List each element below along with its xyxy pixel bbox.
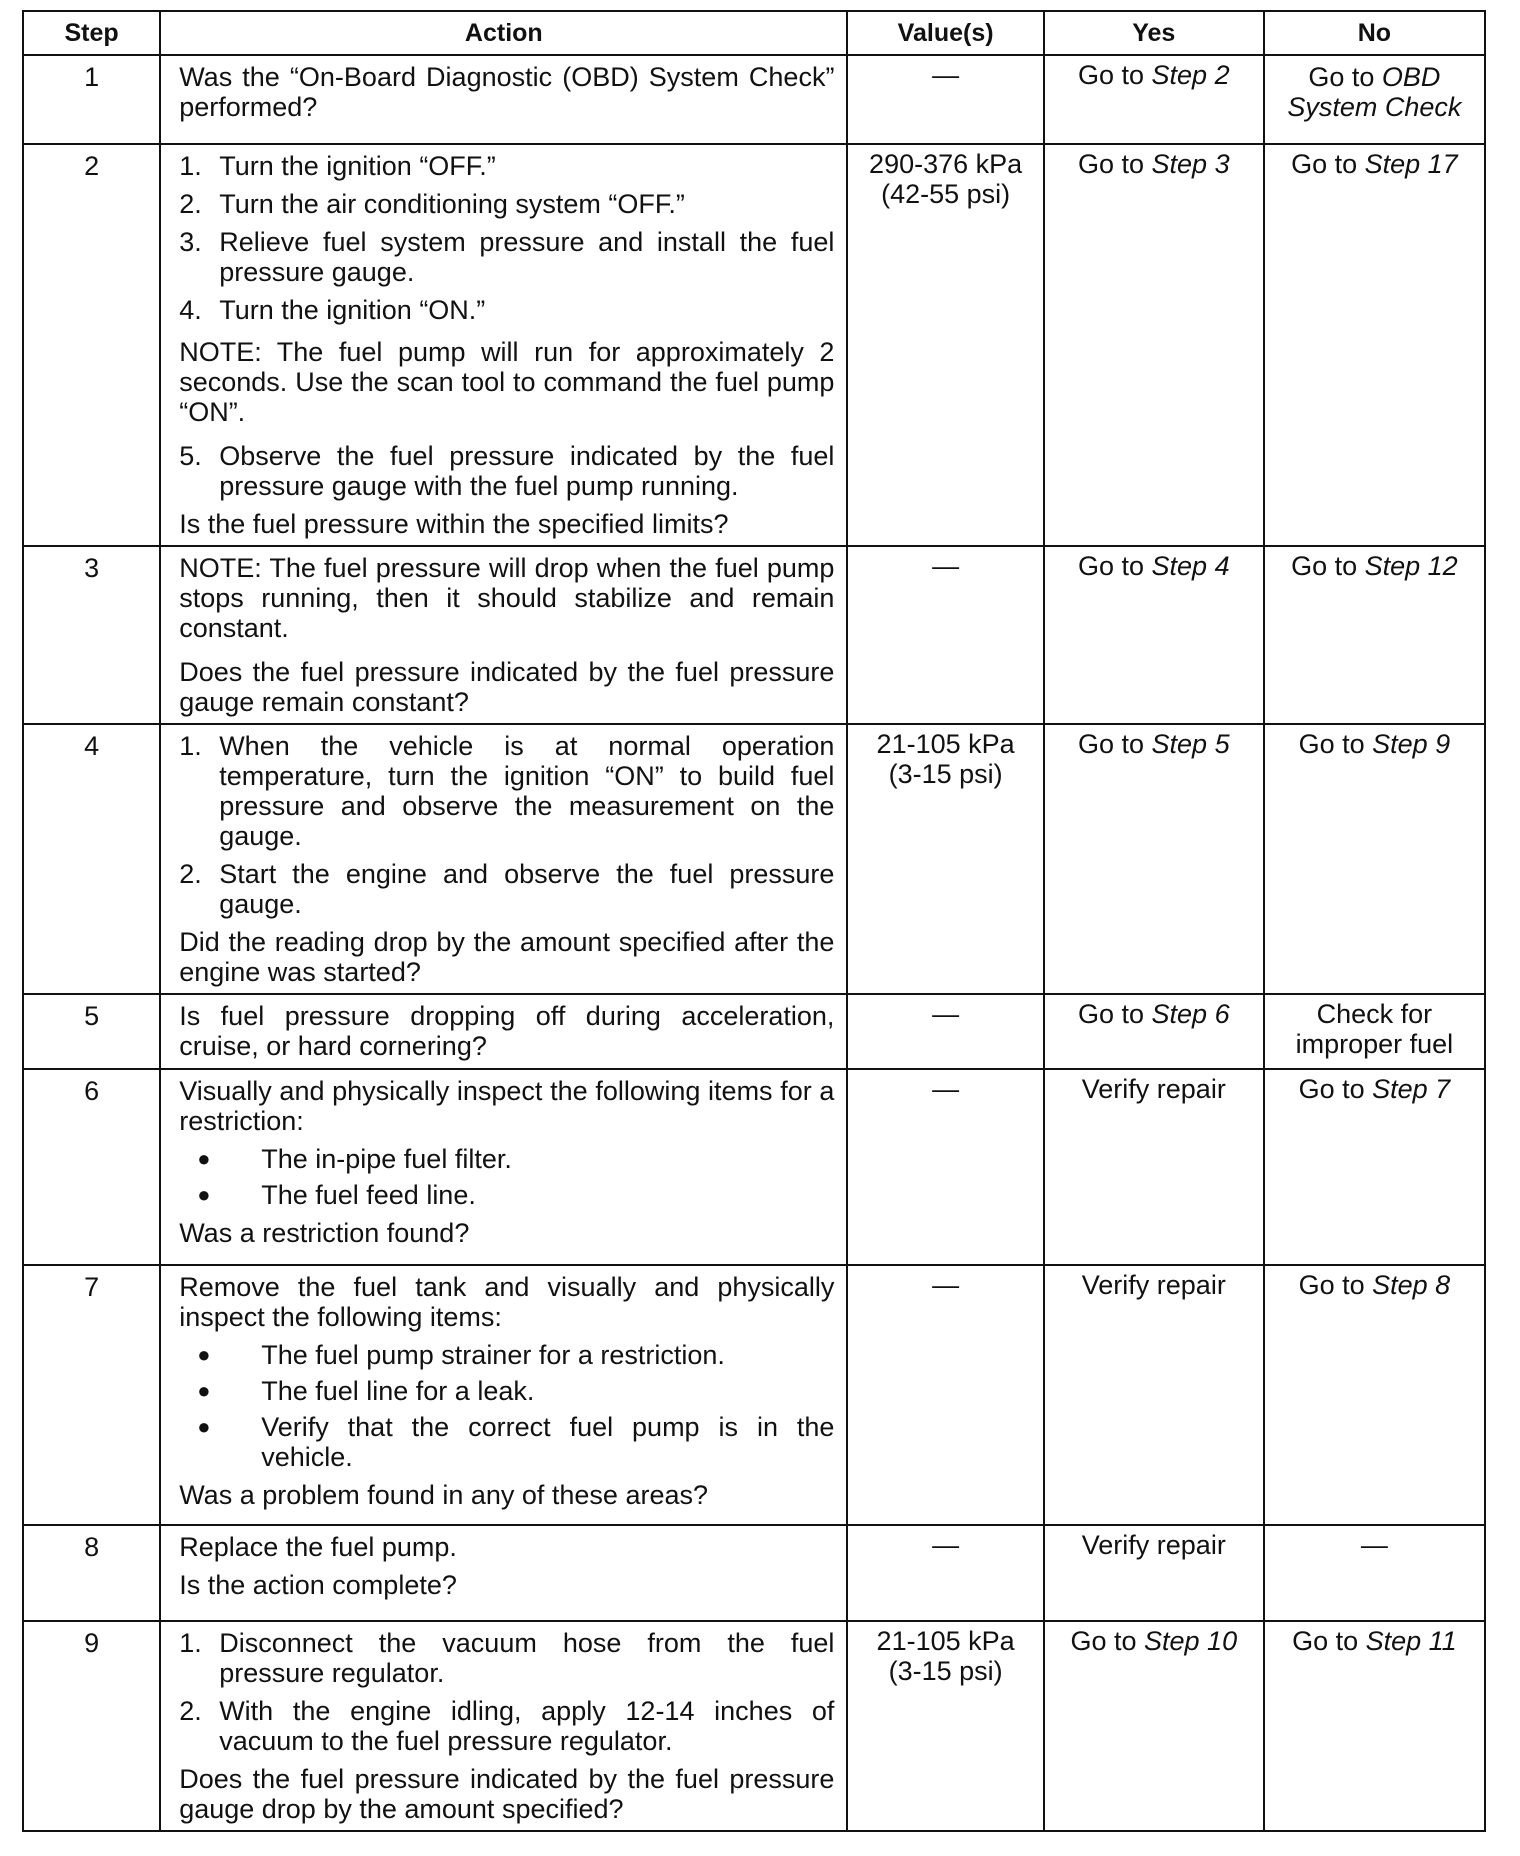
header-no: No <box>1264 11 1485 55</box>
value-cell: — <box>847 1069 1043 1265</box>
value-cell: 21-105 kPa (3-15 psi) <box>847 724 1043 994</box>
question-text: Was a restriction found? <box>179 1218 470 1248</box>
action-cell <box>160 1069 847 1265</box>
step-link[interactable]: Step 7 <box>1372 1074 1451 1104</box>
step-link[interactable]: Step 6 <box>1151 999 1230 1029</box>
action-cell <box>160 994 847 1069</box>
value-cell: — <box>847 55 1043 144</box>
question-text: Does the fuel pressure indicated by the fuel pressure gauge drop by the amount specified? <box>179 1764 835 1824</box>
question-text: Did the reading drop by the amount specified after the engine was started? <box>179 927 835 987</box>
diagnostic-table <box>22 10 1486 1832</box>
value-cell: — <box>847 994 1043 1069</box>
step-number: 1 <box>23 55 160 144</box>
question-text: Is the action complete? <box>179 1570 457 1600</box>
header-row <box>23 11 1485 55</box>
step-number: 7 <box>23 1265 160 1525</box>
yes-cell: Go to Step 3 <box>1044 144 1264 546</box>
step-link[interactable]: Step 11 <box>1365 1626 1457 1656</box>
step-link[interactable]: Step 4 <box>1151 551 1230 581</box>
action-cell <box>160 1621 847 1831</box>
step-link[interactable]: Step 9 <box>1372 729 1451 759</box>
action-cell <box>160 1525 847 1621</box>
list-item: 4. Turn the ignition “ON.” <box>179 295 486 325</box>
action-cell <box>160 55 847 144</box>
no-cell: Go to Step 7 <box>1264 1069 1485 1265</box>
no-cell: Go to Step 12 <box>1264 546 1485 724</box>
question-text: Was a problem found in any of these areas? <box>179 1480 709 1510</box>
no-cell: Go to OBD System Check <box>1264 55 1485 144</box>
value-cell: — <box>847 1525 1043 1621</box>
yes-cell: Verify repair <box>1044 1265 1264 1525</box>
yes-cell: Verify repair <box>1044 1069 1264 1265</box>
step-number: 9 <box>23 1621 160 1831</box>
question-text: Was the “On-Board Diagnostic (OBD) System Check” performed? <box>179 62 835 122</box>
value-cell: 21-105 kPa (3-15 psi) <box>847 1621 1043 1831</box>
action-cell <box>160 1265 847 1525</box>
table-row <box>23 994 1485 1069</box>
action-cell <box>160 144 847 546</box>
list-item: 1. Turn the ignition “OFF.” <box>179 151 496 181</box>
yes-cell: Go to Step 10 <box>1044 1621 1264 1831</box>
table-row <box>23 144 1485 546</box>
table-row <box>23 1525 1485 1621</box>
step-number: 2 <box>23 144 160 546</box>
table-row <box>23 55 1485 144</box>
table-row <box>23 1265 1485 1525</box>
step-link[interactable]: Step 5 <box>1151 729 1230 759</box>
note-text: NOTE: The fuel pump will run for approximately 2 seconds. Use the scan tool to command the fuel pump “ON”. <box>179 337 835 427</box>
obd-check-link[interactable]: OBD System Check <box>1287 62 1462 122</box>
no-cell: Go to Step 9 <box>1264 724 1485 994</box>
bullet-item: ● The fuel line for a leak. <box>197 1376 535 1406</box>
bullet-item: ● The fuel feed line. <box>197 1180 476 1210</box>
bullet-item: ● The fuel pump strainer for a restriction. <box>197 1340 725 1370</box>
table-row <box>23 546 1485 724</box>
no-cell: Check for improper fuel <box>1264 994 1485 1069</box>
list-item: 1. Disconnect the vacuum hose from the fuel pressure regulator. <box>179 1628 835 1688</box>
step-link[interactable]: Step 12 <box>1364 551 1458 581</box>
no-cell: Go to Step 17 <box>1264 144 1485 546</box>
yes-cell: Verify repair <box>1044 1525 1264 1621</box>
yes-cell: Go to Step 2 <box>1044 55 1264 144</box>
list-item: 2. Start the engine and observe the fuel pressure gauge. <box>179 859 835 919</box>
value-cell: — <box>847 546 1043 724</box>
list-item: 5. Observe the fuel pressure indicated by the fuel pressure gauge with the fuel pump running. <box>179 441 835 501</box>
note-text: NOTE: The fuel pressure will drop when the fuel pump stops running, then it should stabilize and remain constant. <box>179 553 835 643</box>
step-number: 6 <box>23 1069 160 1265</box>
question-text: Is the fuel pressure within the specified limits? <box>179 509 729 539</box>
yes-cell: Go to Step 5 <box>1044 724 1264 994</box>
step-link[interactable]: Step 10 <box>1144 1626 1238 1656</box>
step-number: 8 <box>23 1525 160 1621</box>
step-number: 5 <box>23 994 160 1069</box>
header-step: Step <box>23 11 160 55</box>
question-text: Does the fuel pressure indicated by the fuel pressure gauge remain constant? <box>179 657 835 717</box>
no-cell: Go to Step 11 <box>1264 1621 1485 1831</box>
question-text: Is fuel pressure dropping off during acceleration, cruise, or hard cornering? <box>179 1001 835 1061</box>
yes-cell: Go to Step 6 <box>1044 994 1264 1069</box>
value-cell: 290-376 kPa (42-55 psi) <box>847 144 1043 546</box>
list-item: 3. Relieve fuel system pressure and install the fuel pressure gauge. <box>179 227 835 287</box>
intro-text: Visually and physically inspect the following items for a restriction: <box>179 1076 835 1136</box>
bullet-item: ● Verify that the correct fuel pump is in the vehicle. <box>197 1412 835 1472</box>
action-cell <box>160 546 847 724</box>
header-yes: Yes <box>1044 11 1264 55</box>
value-cell: — <box>847 1265 1043 1525</box>
step-link[interactable]: Step 2 <box>1151 60 1230 90</box>
list-item: 2. Turn the air conditioning system “OFF.” <box>179 189 685 219</box>
step-link[interactable]: Step 17 <box>1364 149 1458 179</box>
table-row <box>23 1069 1485 1265</box>
no-cell: — <box>1264 1525 1485 1621</box>
intro-text: Replace the fuel pump. <box>179 1532 457 1562</box>
list-item: 1. When the vehicle is at normal operation temperature, turn the ignition “ON” to build fuel pressure and observe the measurement on the gauge. <box>179 731 835 851</box>
step-link[interactable]: Step 8 <box>1372 1270 1451 1300</box>
table-row <box>23 724 1485 994</box>
table-row <box>23 1621 1485 1831</box>
action-cell <box>160 724 847 994</box>
step-number: 4 <box>23 724 160 994</box>
step-number: 3 <box>23 546 160 724</box>
header-action: Action <box>160 11 847 55</box>
header-values: Value(s) <box>847 11 1043 55</box>
list-item: 2. With the engine idling, apply 12-14 inches of vacuum to the fuel pressure regulator. <box>179 1696 835 1756</box>
intro-text: Remove the fuel tank and visually and physically inspect the following items: <box>179 1272 835 1332</box>
bullet-item: ● The in-pipe fuel filter. <box>197 1144 512 1174</box>
yes-cell: Go to Step 4 <box>1044 546 1264 724</box>
no-cell: Go to Step 8 <box>1264 1265 1485 1525</box>
step-link[interactable]: Step 3 <box>1151 149 1230 179</box>
